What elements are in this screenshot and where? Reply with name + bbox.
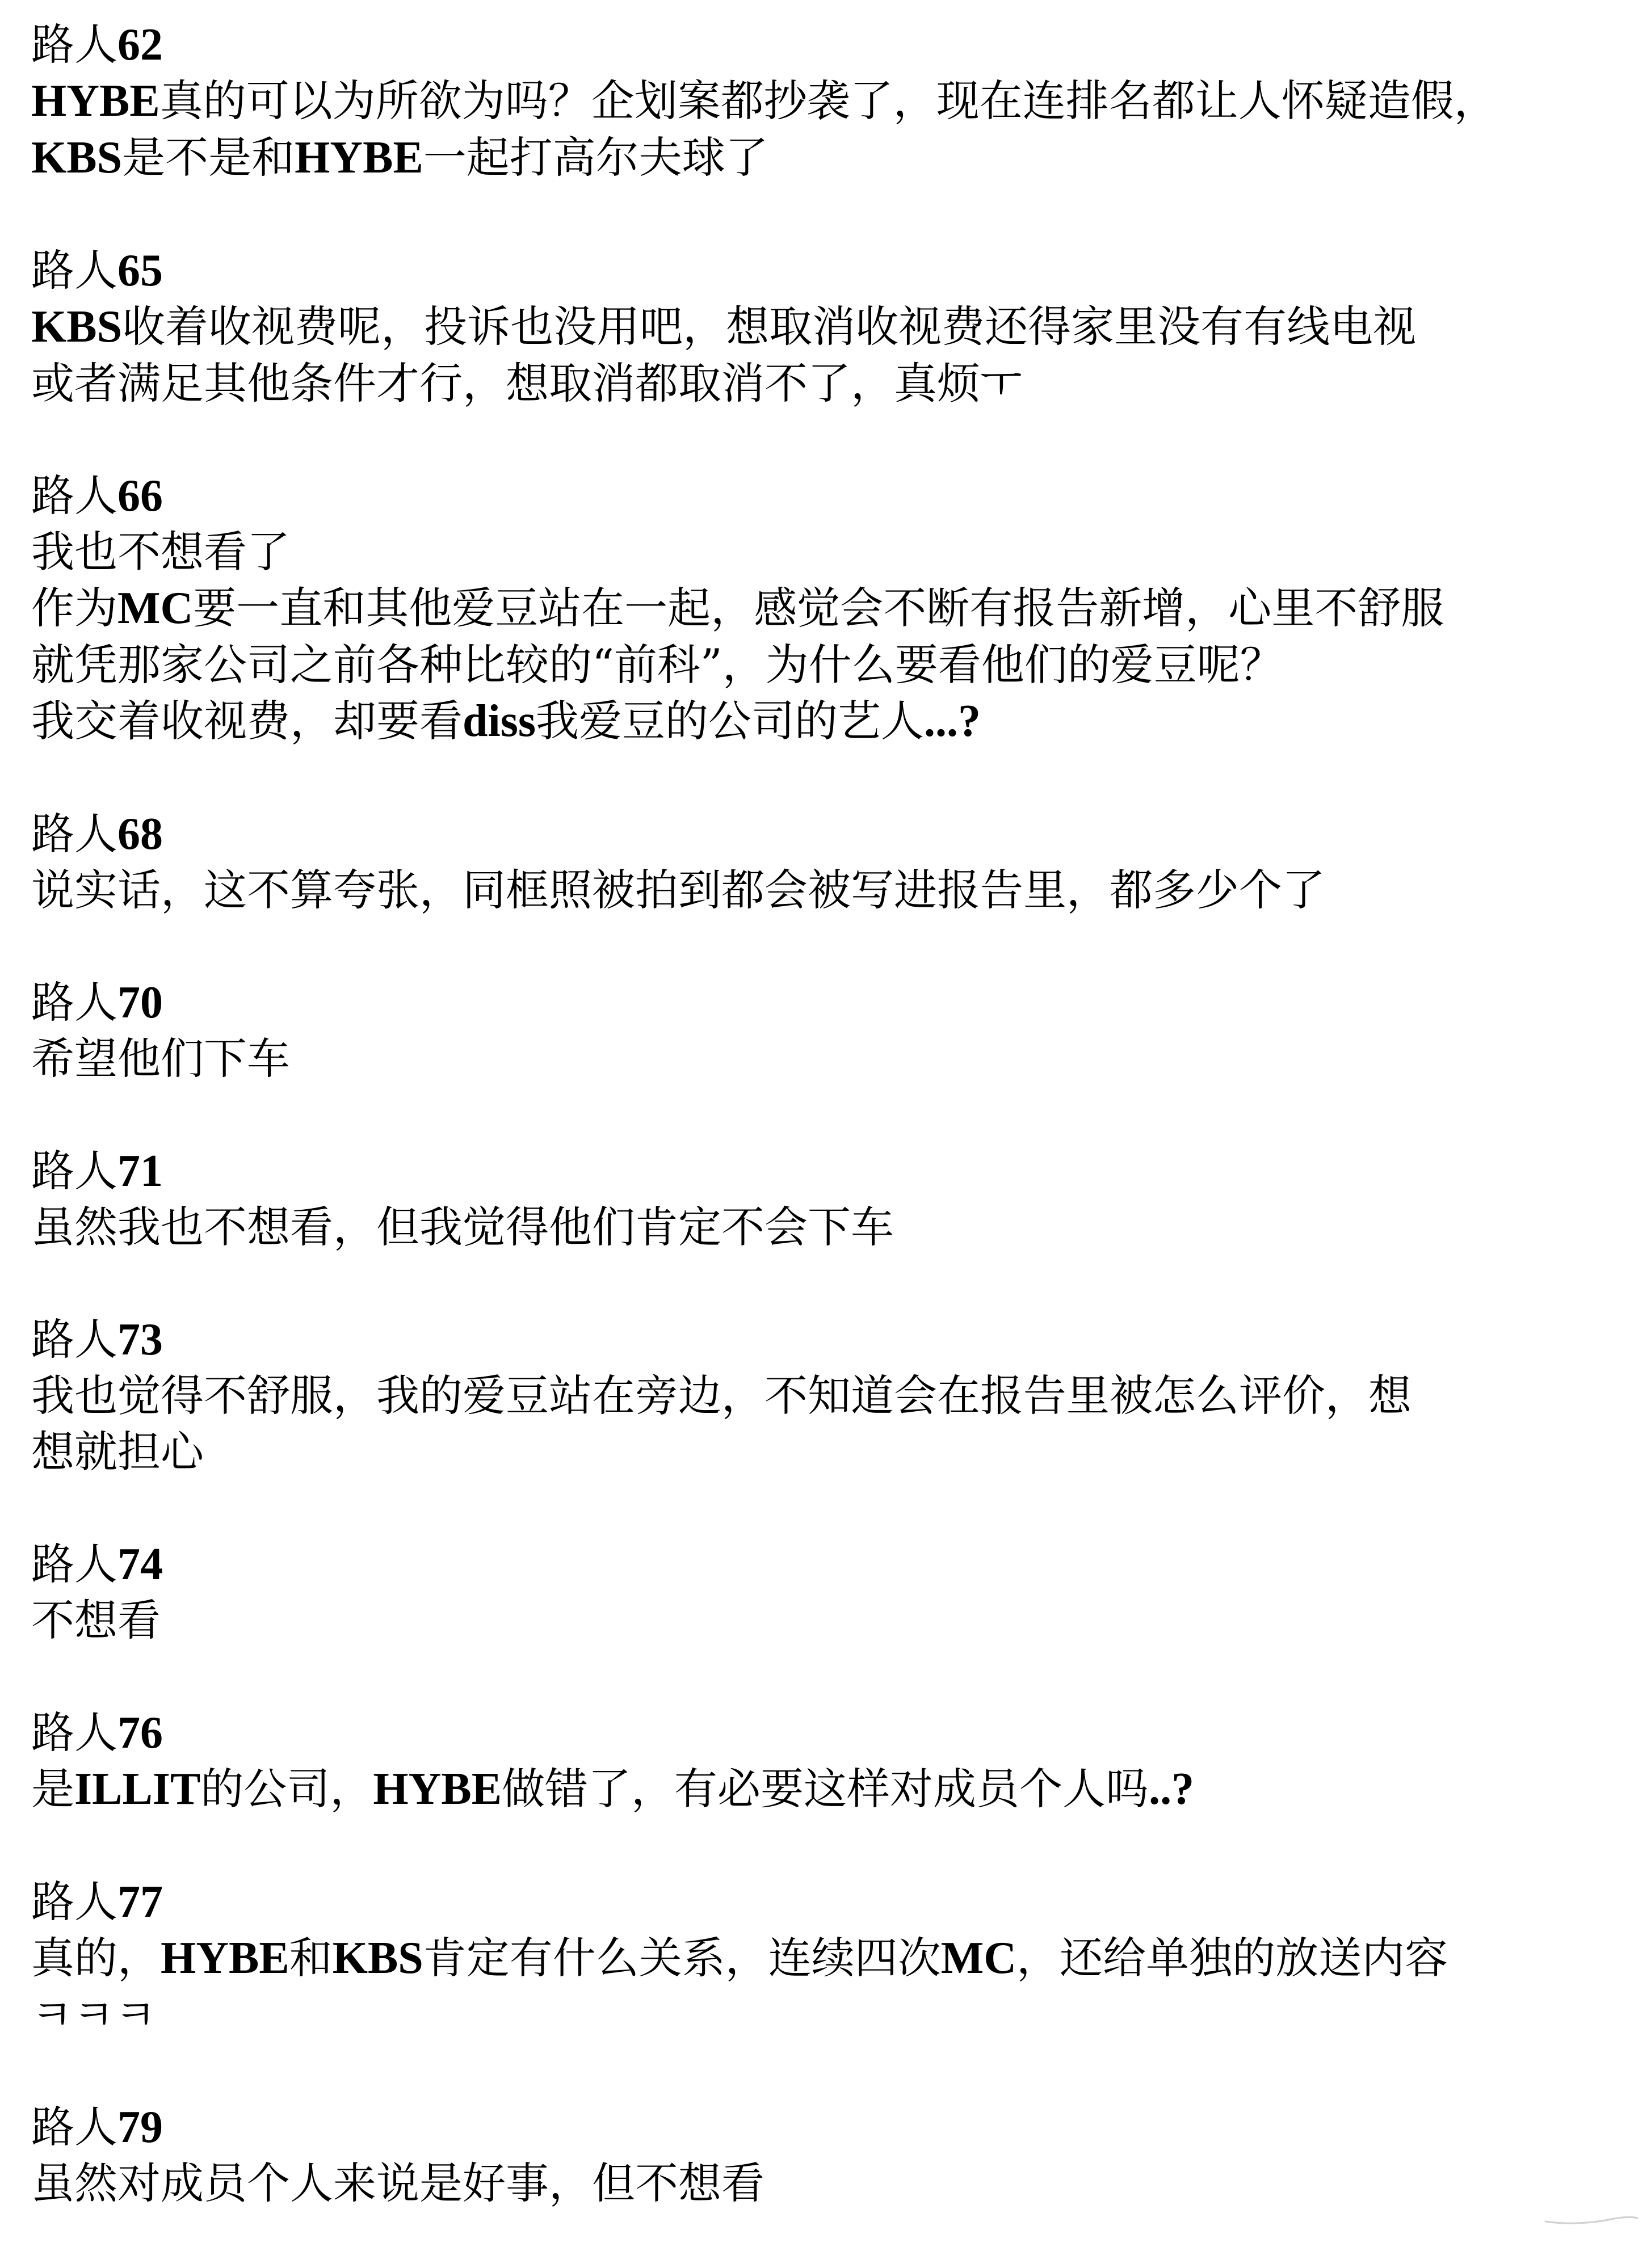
bold-text-segment: ...? (923, 696, 981, 746)
bold-text-segment: ..? (1149, 1764, 1195, 1814)
comment-block (31, 1537, 1632, 1648)
comment-text-line (31, 1199, 1632, 1255)
comment-text-line (31, 1367, 1632, 1424)
text-segment: 我也不想看了 (31, 527, 290, 577)
comment-author (31, 243, 1632, 298)
comment-text-line (31, 1424, 1632, 1480)
bold-text-segment: diss (463, 696, 536, 746)
text-segment: 收着收视费呢，投诉也没用吧，想取消收视费还得家里没有有线电视 (122, 301, 1417, 352)
bold-text-segment: HYBE (31, 76, 160, 126)
bold-text-segment: KBS (332, 1933, 423, 1983)
text-segment: 我爱豆的公司的艺人 (535, 696, 924, 746)
comment-author (31, 1874, 1632, 1930)
comment-author (31, 1143, 1632, 1199)
text-segment: 虽然我也不想看，但我觉得他们肯定不会下车 (31, 1202, 894, 1252)
author-prefix: 路人 (31, 245, 117, 296)
comment-text-line (31, 2155, 1632, 2211)
text-segment: 要一直和其他爱豆站在一起，感觉会不断有报告新增，心里不舒服 (193, 583, 1444, 633)
comment-text-line (31, 862, 1632, 918)
text-segment: 的公司， (200, 1764, 373, 1814)
author-number: 74 (117, 1539, 163, 1589)
text-segment: 作为 (31, 583, 117, 633)
text-segment: 希望他们下车 (31, 1033, 290, 1084)
bold-text-segment: HYBE (373, 1764, 502, 1814)
comment-text-line (31, 637, 1632, 693)
comment-author (31, 468, 1632, 524)
comment-block (31, 243, 1632, 411)
comment-author (31, 1537, 1632, 1592)
text-segment: 或者满足其他条件才行，想取消都取消不了，真烦ㅜ (31, 358, 1022, 409)
text-segment: 一起打高尔夫球了 (423, 132, 768, 183)
text-segment: 做错了，有必要这样对成员个人吗 (502, 1764, 1149, 1814)
comment-block (31, 1143, 1632, 1255)
text-segment: 真的， (31, 1933, 161, 1983)
bold-text-segment: ILLIT (74, 1764, 201, 1814)
comment-text-line (31, 298, 1632, 355)
comment-text-line (31, 1987, 1632, 2043)
author-number: 77 (117, 1877, 163, 1927)
text-segment: ，还给单独的放送内容 (1016, 1933, 1448, 1983)
comment-author (31, 975, 1632, 1030)
author-number: 76 (117, 1708, 163, 1758)
text-segment: 是不是和 (122, 132, 295, 183)
author-prefix: 路人 (31, 1707, 117, 1758)
text-segment: 是 (31, 1764, 74, 1814)
author-number: 65 (117, 246, 163, 296)
comment-text-line (31, 129, 1632, 186)
author-number: 79 (117, 2102, 163, 2152)
comment-text-line (31, 1592, 1632, 1648)
comment-author (31, 2099, 1632, 2155)
comment-block (31, 1705, 1632, 1817)
bold-text-segment: HYBE (295, 133, 423, 183)
comment-text-line (31, 580, 1632, 637)
text-segment: 肯定有什么关系，连续四次 (423, 1933, 941, 1983)
bold-text-segment: MC (940, 1933, 1017, 1983)
comment-text-line (31, 73, 1632, 129)
comment-author (31, 17, 1632, 73)
bold-text-segment: KBS (31, 302, 123, 352)
bold-text-segment: HYBE (161, 1933, 289, 1983)
comment-text-line (31, 355, 1632, 411)
text-segment: 想就担心 (31, 1427, 204, 1477)
bold-text-segment: MC (117, 583, 194, 633)
text-segment: 不想看 (31, 1595, 161, 1646)
comment-block (31, 2099, 1632, 2211)
author-prefix: 路人 (31, 470, 117, 521)
author-number: 70 (117, 978, 163, 1028)
comment-block (31, 806, 1632, 918)
comment-block (31, 17, 1632, 186)
comment-text-line (31, 1030, 1632, 1087)
author-number: 71 (117, 1146, 163, 1196)
author-prefix: 路人 (31, 1314, 117, 1365)
text-segment: 和 (289, 1933, 333, 1983)
author-prefix: 路人 (31, 1146, 117, 1196)
text-segment: 就凭那家公司之前各种比较的“前科”，为什么要看他们的爱豆呢？ (31, 639, 1283, 690)
text-segment: 我交着收视费，却要看 (31, 696, 463, 746)
comment-block (31, 975, 1632, 1087)
author-prefix: 路人 (31, 977, 117, 1028)
comment-text-line (31, 524, 1632, 580)
comment-block (31, 468, 1632, 750)
watermark-logo (1543, 2209, 1640, 2227)
comment-author (31, 1312, 1632, 1367)
author-prefix: 路人 (31, 809, 117, 859)
comment-text-line (31, 693, 1632, 750)
author-number: 66 (117, 471, 163, 521)
comment-text-line (31, 1930, 1632, 1987)
author-number: 62 (117, 20, 163, 70)
text-segment: 真的可以为所欲为吗？企划案都抄袭了，现在连排名都让人怀疑造假， (159, 75, 1497, 126)
comment-block (31, 1312, 1632, 1480)
author-prefix: 路人 (31, 19, 117, 70)
comment-text-line (31, 1761, 1632, 1817)
comment-author (31, 806, 1632, 862)
text-segment: ㅋㅋㅋ (31, 1989, 157, 2040)
comment-block (31, 1874, 1632, 2043)
author-prefix: 路人 (31, 1539, 117, 1589)
author-prefix: 路人 (31, 2102, 117, 2152)
author-prefix: 路人 (31, 1876, 117, 1927)
text-segment: 说实话，这不算夸张，同框照被拍到都会被写进报告里，都多少个了 (31, 865, 1325, 915)
bold-text-segment: KBS (31, 133, 123, 183)
author-number: 68 (117, 809, 163, 859)
comment-author (31, 1705, 1632, 1761)
text-segment: 我也觉得不舒服，我的爱豆站在旁边，不知道会在报告里被怎么评价，想 (31, 1370, 1411, 1421)
author-number: 73 (117, 1315, 163, 1365)
text-segment: 虽然对成员个人来说是好事，但不想看 (31, 2158, 764, 2208)
comment-list (31, 17, 1632, 2268)
